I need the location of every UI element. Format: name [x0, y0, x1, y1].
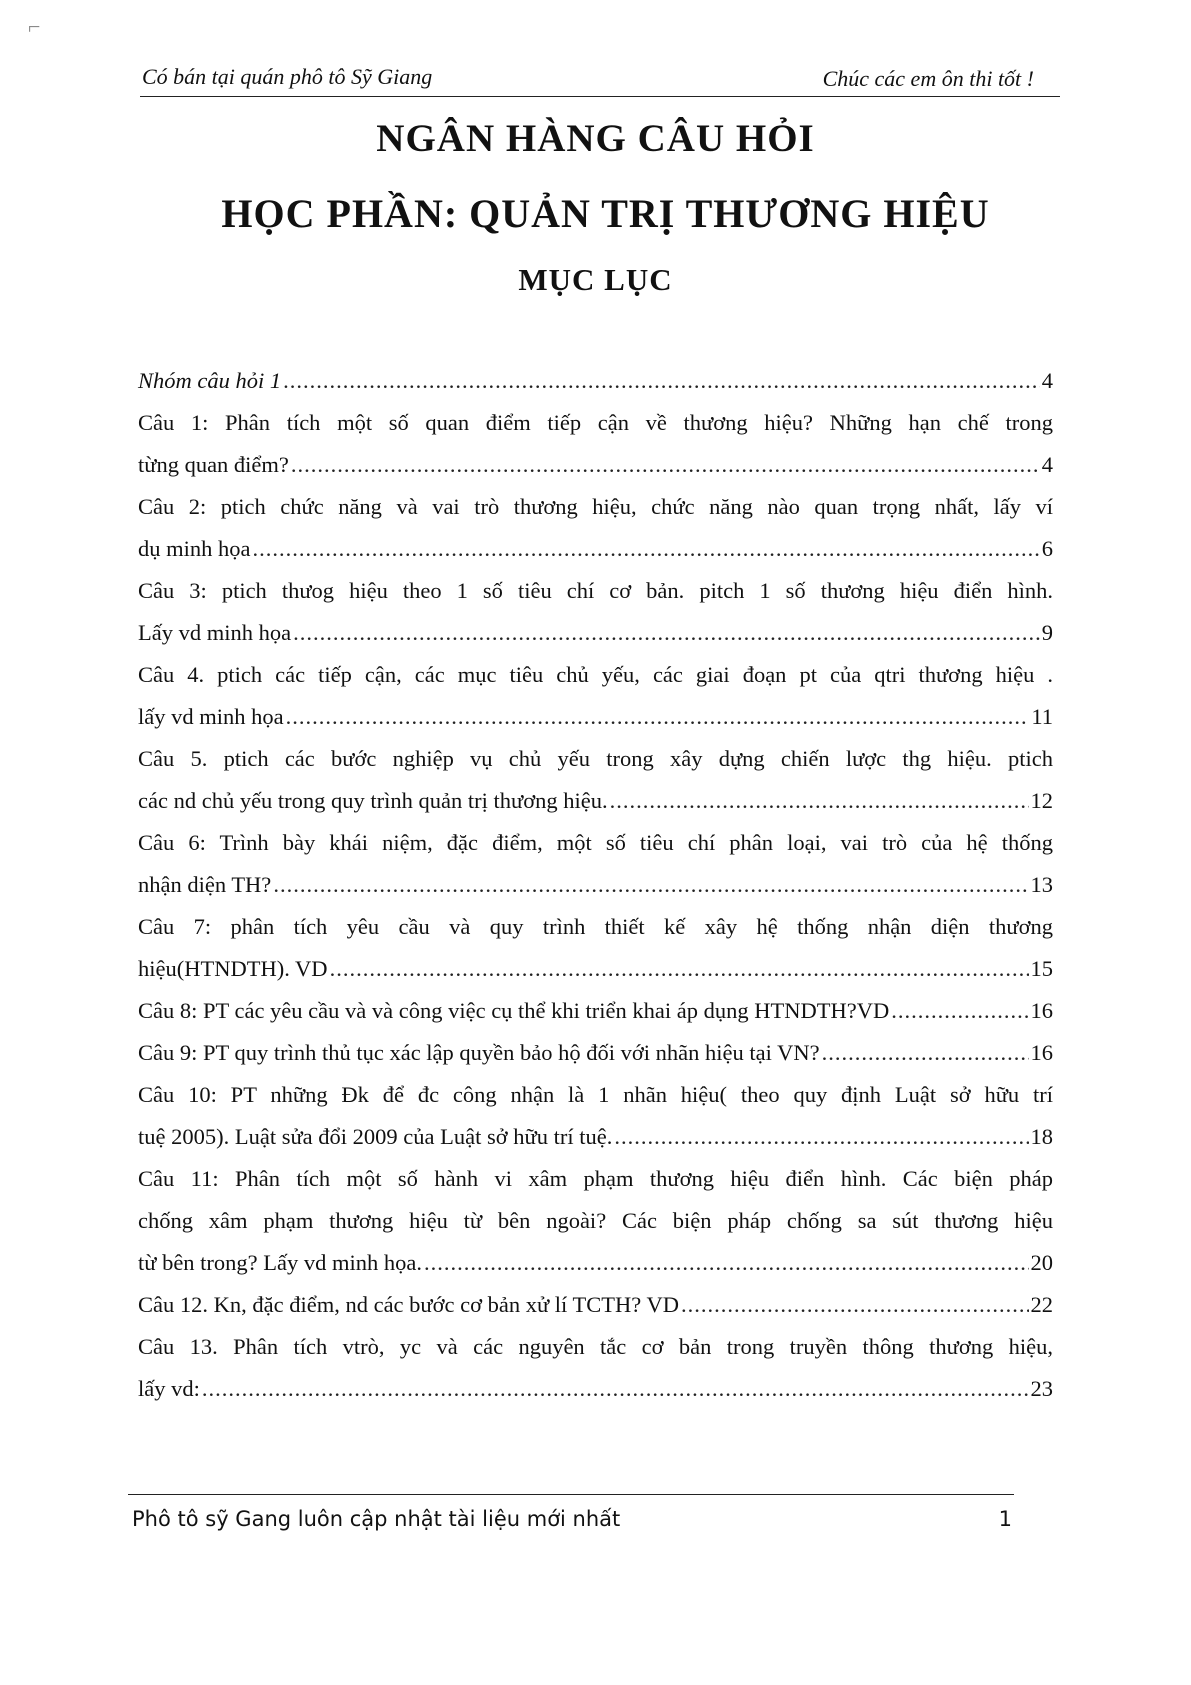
toc-entry[interactable] [138, 1032, 1053, 1074]
page-footer [128, 1494, 1014, 1535]
toc-entry-title: dụ minh họa [138, 536, 251, 561]
toc-page-number: 15 [1030, 956, 1053, 981]
toc-entry-last-line [138, 1032, 1053, 1074]
toc-entry-last-line [138, 1284, 1053, 1326]
toc-entry[interactable] [138, 1074, 1053, 1158]
toc-entry[interactable] [138, 1158, 1053, 1284]
toc-page-number: 6 [1041, 536, 1053, 561]
toc-leader-dots [283, 360, 1040, 402]
toc-entry-last-line [138, 1242, 1053, 1284]
toc-leader-dots [681, 1284, 1029, 1326]
toc-entry-title: từ bên trong? Lấy vd minh họa. [138, 1250, 423, 1275]
toc-entry[interactable] [138, 486, 1053, 570]
toc-leader-dots [610, 780, 1029, 822]
toc-entry-title: Câu 12. Kn, đặc điểm, nd các bước cơ bản xử lí TCTH? VD [138, 1292, 679, 1317]
toc-entry[interactable] [138, 402, 1053, 486]
table-of-contents [138, 360, 1053, 1410]
toc-entry[interactable] [138, 1326, 1053, 1410]
toc-entry[interactable] [138, 906, 1053, 990]
toc-page-number: 20 [1030, 1250, 1053, 1275]
toc-page-number: 13 [1030, 872, 1053, 897]
toc-page-number: 16 [1030, 1040, 1053, 1065]
header-right-text: Chúc các em ôn thi tốt ! [822, 66, 1034, 91]
toc-entry-last-line [138, 1368, 1053, 1410]
toc-entry[interactable] [138, 570, 1053, 654]
toc-heading: MỤC LỤC [518, 262, 673, 297]
toc-entry-title: Câu 9: PT quy trình thủ tục xác lập quyền bảo hộ đối với nhãn hiệu tại VN? [138, 1040, 820, 1065]
toc-entry-title: lấy vd: [138, 1376, 200, 1401]
toc-leader-dots [822, 1032, 1029, 1074]
toc-entry-line: Câu 7: phân tích yêu cầu và quy trình thiết kế xây hệ thống nhận diện thương [138, 914, 1053, 939]
toc-leader-dots [424, 1242, 1028, 1284]
footer-text: Phô tô sỹ Gang luôn cập nhật tài liệu mới nhất [132, 1507, 621, 1531]
toc-leader-dots [293, 612, 1040, 654]
toc-entry-title: Câu 8: PT các yêu cầu và và công việc cụ thể khi triển khai áp dụng HTNDTH?VD [138, 998, 890, 1023]
page-number: 1 [998, 1507, 1012, 1531]
toc-entry-last-line [138, 780, 1053, 822]
toc-entry-line: Câu 2: ptich chức năng và vai trò thương hiệu, chức năng nào quan trọng nhất, lấy ví [138, 494, 1053, 519]
toc-page-number: 16 [1030, 998, 1053, 1023]
toc-page-number: 4 [1041, 452, 1053, 477]
header-left-text: Có bán tại quán phô tô Sỹ Giang [142, 64, 433, 89]
toc-entry-last-line [138, 1116, 1053, 1158]
scan-artifact: ⌐ [28, 14, 41, 39]
toc-page-number: 4 [1041, 368, 1053, 393]
toc-entry-title: Nhóm câu hỏi 1 [138, 368, 282, 393]
toc-entry-title: từng quan điểm? [138, 452, 289, 477]
toc-entry[interactable] [138, 990, 1053, 1032]
toc-entry-last-line [138, 612, 1053, 654]
toc-entry-line: Câu 1: Phân tích một số quan điểm tiếp cận về thương hiệu? Những hạn chế trong [138, 410, 1053, 435]
toc-leader-dots [330, 948, 1029, 990]
toc-entry-line: Câu 5. ptich các bước nghiệp vụ chủ yếu trong xây dựng chiến lược thg hiệu. ptich [138, 746, 1053, 771]
toc-leader-dots [891, 990, 1028, 1032]
toc-page-number: 22 [1030, 1292, 1053, 1317]
toc-leader-dots [253, 528, 1040, 570]
toc-leader-dots [291, 444, 1040, 486]
toc-entry-last-line [138, 948, 1053, 990]
toc-entry-title: hiệu(HTNDTH). VD [138, 956, 328, 981]
toc-entry-title: Lấy vd minh họa [138, 620, 292, 645]
toc-entry-last-line [138, 360, 1053, 402]
toc-entry[interactable] [138, 654, 1053, 738]
toc-leader-dots [202, 1368, 1029, 1410]
document-title: NGÂN HÀNG CÂU HỎI [376, 117, 815, 160]
toc-entry-line: chống xâm phạm thương hiệu từ bên ngoài? Các biện pháp chống sa sút thương hiệu [138, 1208, 1053, 1233]
toc-entry-line: Câu 13. Phân tích vtrò, yc và các nguyên tắc cơ bản trong truyền thông thương hiệu, [138, 1334, 1053, 1359]
toc-entry-line: Câu 4. ptich các tiếp cận, các mục tiêu chủ yếu, các giai đoạn pt của qtri thương hiệu . [138, 662, 1053, 687]
toc-entry-last-line [138, 444, 1053, 486]
toc-entry-title: lấy vd minh họa [138, 704, 284, 729]
toc-entry-last-line [138, 864, 1053, 906]
toc-entry-title: tuệ 2005). Luật sửa đổi 2009 của Luật sở hữu trí tuệ. [138, 1124, 613, 1149]
toc-entry-last-line [138, 990, 1053, 1032]
toc-page-number: 9 [1041, 620, 1053, 645]
toc-entry-title: nhận diện TH? [138, 872, 272, 897]
toc-entry-line: Câu 6: Trình bày khái niệm, đặc điểm, một số tiêu chí phân loại, vai trò của hệ thống [138, 830, 1053, 855]
toc-page-number: 18 [1030, 1124, 1053, 1149]
toc-leader-dots [273, 864, 1028, 906]
toc-page-number: 11 [1031, 704, 1053, 729]
page-header [140, 62, 1060, 97]
toc-entry[interactable] [138, 822, 1053, 906]
toc-entry-last-line [138, 528, 1053, 570]
toc-entry-line: Câu 11: Phân tích một số hành vi xâm phạm thương hiệu điển hình. Các biện pháp [138, 1166, 1053, 1191]
toc-entry-line: Câu 3: ptich thưog hiệu theo 1 số tiêu chí cơ bản. pitch 1 số thương hiệu điển hình. [138, 578, 1053, 603]
toc-page-number: 12 [1030, 788, 1053, 813]
toc-leader-dots [286, 696, 1030, 738]
toc-entry[interactable] [138, 360, 1053, 402]
course-title: HỌC PHẦN: QUẢN TRỊ THƯƠNG HIỆU [221, 191, 990, 236]
toc-entry[interactable] [138, 738, 1053, 822]
toc-page-number: 23 [1030, 1376, 1053, 1401]
toc-entry-line: Câu 10: PT những Đk để đc công nhận là 1 nhãn hiệu( theo quy định Luật sở hữu trí [138, 1082, 1053, 1107]
toc-leader-dots [614, 1116, 1028, 1158]
toc-entry-title: các nd chủ yếu trong quy trình quản trị thương hiệu. [138, 788, 608, 813]
toc-entry-last-line [138, 696, 1053, 738]
toc-entry[interactable] [138, 1284, 1053, 1326]
